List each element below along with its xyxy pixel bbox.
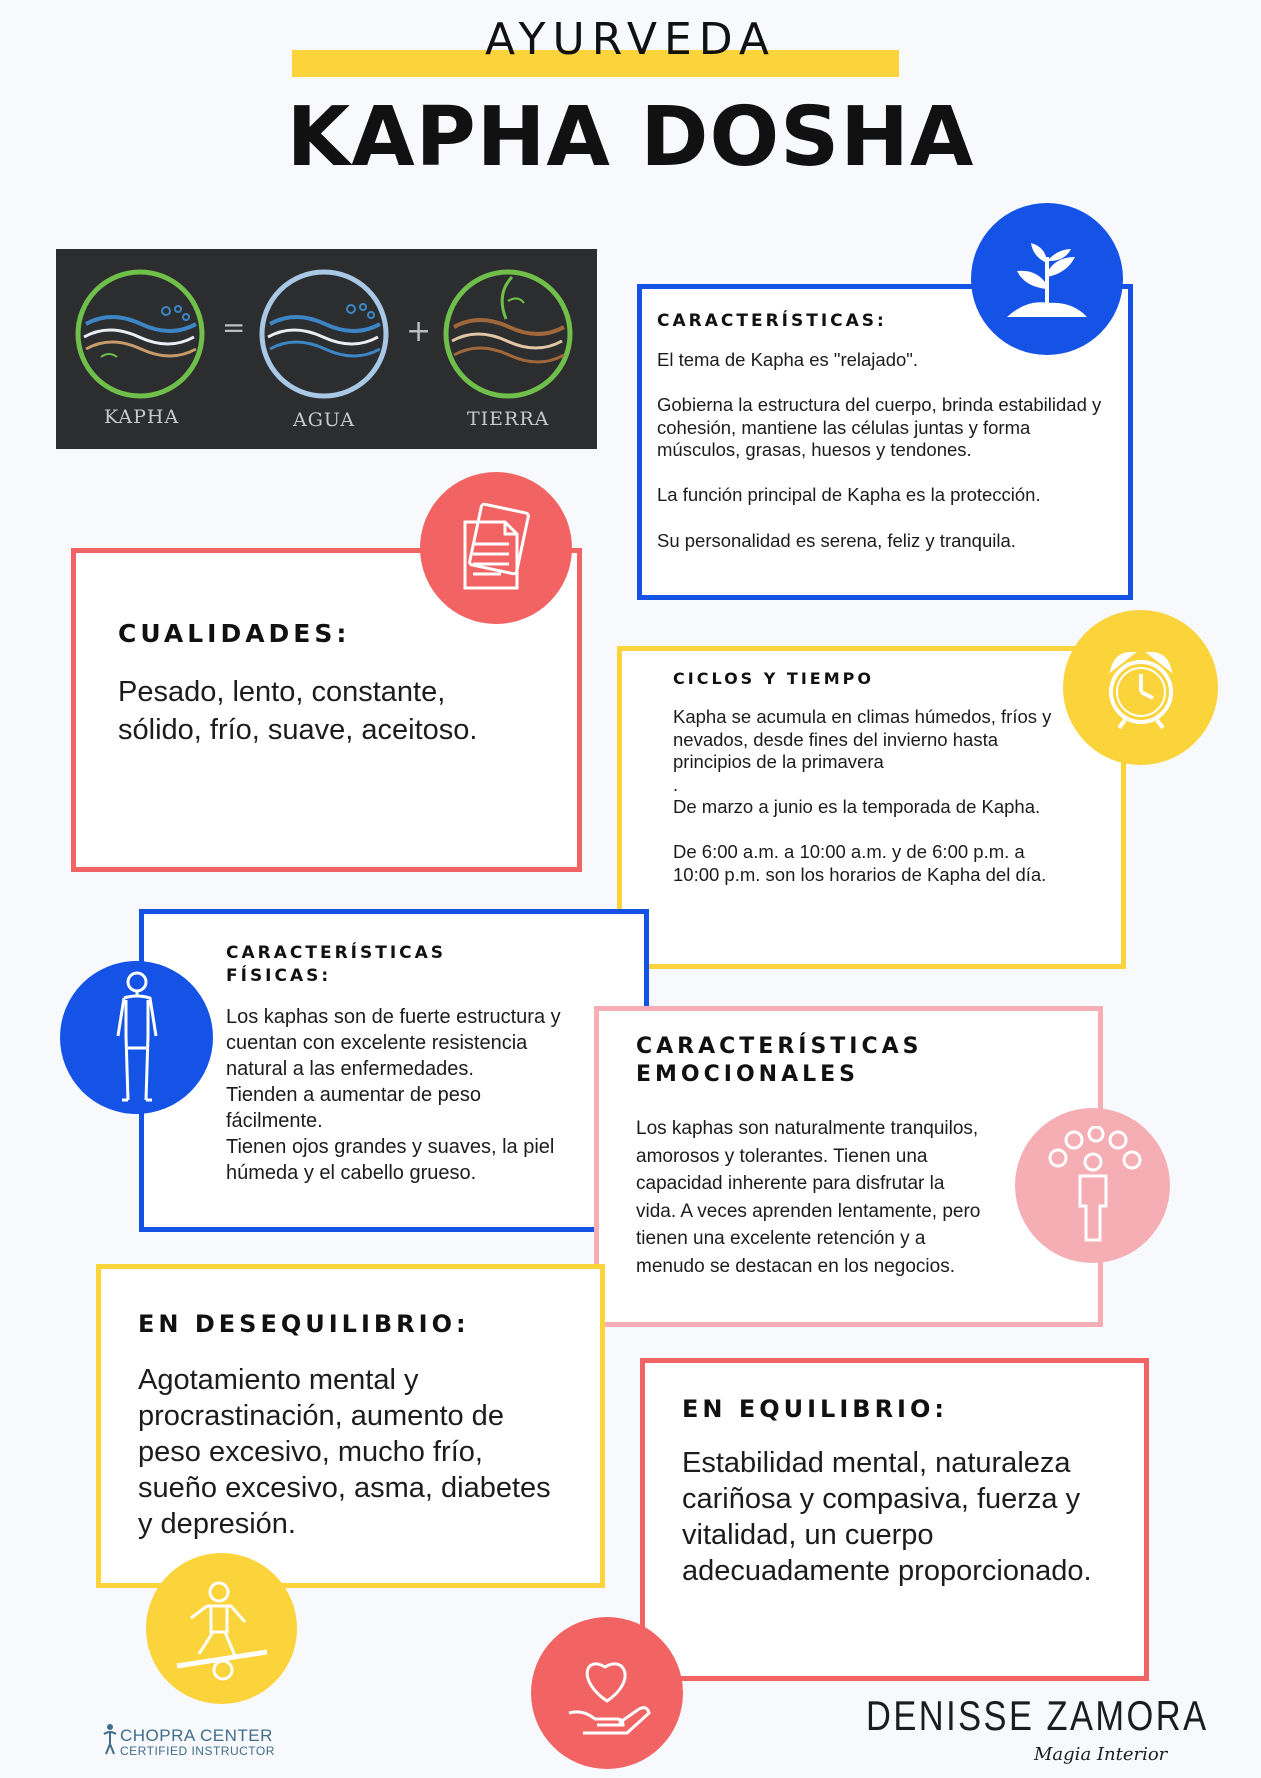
alarm-clock-icon [1063,610,1218,765]
desequilibrio-body: Agotamiento mental y procrastinación, aumento de peso excesivo, mucho frío, sueño excesivo, asma, diabetes y depresión. [138,1364,551,1540]
chopra-line-1: CHOPRA CENTER [120,1726,273,1745]
body-silhouette-icon [60,961,213,1114]
cualidades-body: Pesado, lento, constante, sólido, frío, suave, aceitoso. [118,676,478,746]
person-emotions-icon [1015,1108,1170,1263]
desequilibrio-heading: EN DESEQUILIBRIO: [138,1310,470,1338]
agua-circle [262,272,386,396]
emocionales-body: Los kaphas son naturalmente tranquilos, amorosos y tolerantes. Tienen una capacidad inherente para disfrutar la vida. A veces aprenden lentamente, pero tienen una excelente retención y a menudo se destacan en los negocios. [636,1118,981,1277]
caracteristicas-heading: CARACTERÍSTICAS: [657,311,887,331]
ciclos-body: Kapha se acumula en climas húmedos, fríos y nevados, desde fines del invierno hasta principios de la primavera . De marzo a junio es la temporada de Kapha. De 6:00 a.m. a 10:00 a.m. y de 6:00 p.m. a 10:00 p.m. son los horarios de Kapha del día. [673,706,1052,885]
page-subtitle: AYURVEDA [484,14,777,65]
plant-icon [971,203,1123,355]
brand-tagline: Magia Interior [1034,1744,1168,1765]
fisicas-heading: CARACTERÍSTICAS FÍSICAS: [226,943,447,986]
cualidades-heading: CUALIDADES: [118,619,351,648]
tierra-circle [446,272,570,396]
diagram-label-kapha: KAPHA [104,406,180,428]
plus-operator: + [406,314,432,349]
caracteristicas-body: El tema de Kapha es "relajado". Gobierna la estructura del cuerpo, brinda estabilidad y cohesión, mantiene las células juntas y forma músculos, grasas, huesos y tendones. La función principal de Kapha es la protección. Su personalidad es serena, feliz y tranquila. [657,349,1102,551]
chopra-figure-icon [100,1722,120,1756]
kapha-diagram [56,249,597,449]
heart-hand-icon [531,1617,683,1769]
page-title: KAPHA DOSHA [286,90,975,185]
brand-logo [866,1692,1209,1772]
ciclos-heading: CICLOS Y TIEMPO [673,669,874,688]
diagram-label-tierra: TIERRA [467,408,550,430]
kapha-circle [78,272,202,396]
equilibrio-box [640,1358,1149,1681]
balance-person-icon [146,1553,297,1704]
document-icon [420,472,572,624]
equilibrio-body: Estabilidad mental, naturaleza cariñosa y compasiva, fuerza y vitalidad, un cuerpo adecuadamente proporcionado. [682,1447,1092,1587]
fisicas-body: Los kaphas son de fuerte estructura y cuentan con excelente resistencia natural a las enfermedades. Tienden a aumentar de peso fácilmente. Tienen ojos grandes y suaves, la piel húmeda y el cabello grueso. [226,1006,561,1184]
desequilibrio-box [96,1264,605,1588]
brand-name: DENISSE ZAMORA [866,1692,1209,1739]
fisicas-box [139,909,649,1232]
equilibrio-heading: EN EQUILIBRIO: [682,1395,948,1423]
emocionales-heading: CARACTERÍSTICAS EMOCIONALES [636,1034,923,1088]
ciclos-box [617,646,1126,969]
equals-operator: = [222,311,246,344]
chopra-line-2: CERTIFIED INSTRUCTOR [120,1744,275,1758]
diagram-label-agua: AGUA [293,409,356,431]
